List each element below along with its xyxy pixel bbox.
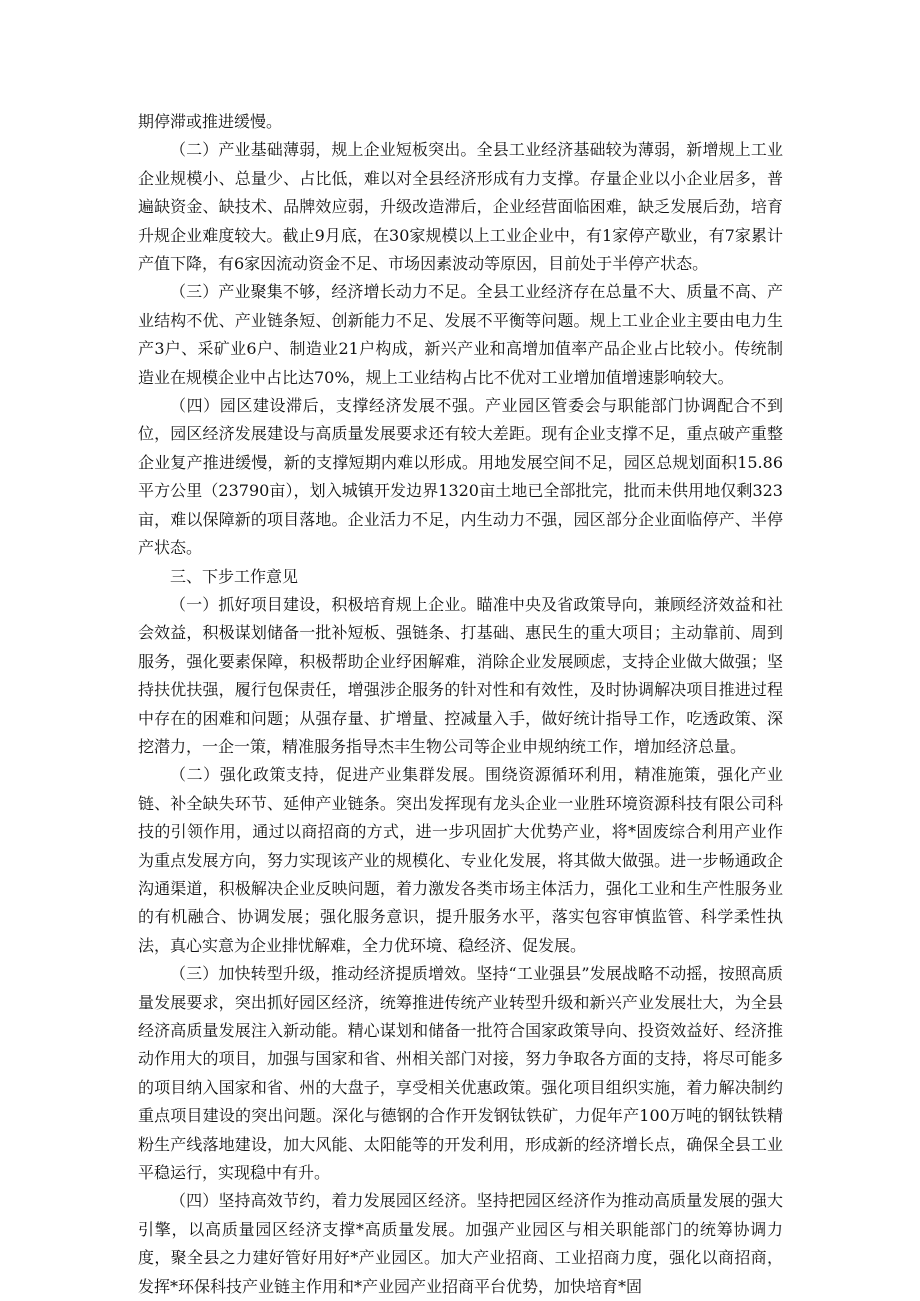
paragraph-park-economy: （四）坚持高效节约，着力发展园区经济。坚持把园区经济作为推动高质量发展的强大引擎，以高质量园区经济支撑*高质量发展。加强产业园区与相关职能部门的统筹协调力度，聚全县之力建好管好用好*产业园区。加大产业招商、工业招商力度，强化以商招商，发挥*环保科技产业链主作用和*产业园产业招商平台优势，加快培育*固 [138,1191,783,1296]
paragraph-transformation-upgrade: （三）加快转型升级，推动经济提质增效。坚持“工业强县”发展战略不动摇，按照高质量发展要求，突出抓好园区经济，统筹推进传统产业转型升级和新兴产业发展壮大，为全县经济高质量发展注入新动能。精心谋划和储备一批符合国家政策导向、投资效益好、经济推动作用大的项目，加强与国家和省、州相关部门对接，努力争取各方面的支持，将尽可能多的项目纳入国家和省、州的大盘子，享受相关优惠政策。强化项目组织实施，着力解决制约重点项目建设的突出问题。深化与德钢的合作开发钢钛铁矿，力促年产100万吨的钢钛铁精粉生产线落地建设，加大风能、太阳能等的开发利用，形成新的经济增长点，确保全县工业平稳运行，实现稳中有升。 [138,964,783,1183]
paragraph-policy-support: （二）强化政策支持，促进产业集群发展。围绕资源循环利用，精准施策，强化产业链、补全缺失环节、延伸产业链条。突出发挥现有龙头企业一业胜环境资源科技有限公司科技的引领作用，通过以商招商的方式，进一步巩固扩大优势产业，将*固废综合利用产业作为重点发展方向，努力实现该产业的规模化、专业化发展，将其做大做强。进一步畅通政企沟通渠道，积极解决企业反映问题，着力激发各类市场主体活力，强化工业和生产性服务业的有机融合、协调发展；强化服务意识，提升服务水平，落实包容审慎监管、科学柔性执法，真心实意为企业排忧解难，全力优环境、稳经济、促发展。 [138,765,783,955]
paragraph-insufficient-clustering: （三）产业聚集不够，经济增长动力不足。全县工业经济存在总量不大、质量不高、产业结构不优、产业链条短、创新能力不足、发展不平衡等问题。规上工业企业主要由电力生产3户、采矿业6户、制造业21户构成，新兴产业和高增加值率产品企业占比较小。传统制造业在规模企业中占比达70%，规上工业结构占比不优对工业增加值增速影响较大。 [138,282,783,387]
section-heading-next-steps: 三、下步工作意见 [170,566,299,586]
document-page [138,108,783,1301]
paragraph-continuation: 期停滞或推进缓慢。 [138,112,283,131]
paragraph-weak-foundation: （二）产业基础薄弱，规上企业短板突出。全县工业经济基础较为薄弱，新增规上工业企业规模小、总量少、占比低，难以对全县经济形成有力支撑。存量企业以小企业居多，普遍缺资金、缺技术、品牌效应弱，升级改造滞后，企业经营面临困难，缺乏发展后劲，培育升规企业难度较大。截止9月底，在30家规模以上工业企业中，有1家停产歇业，有7家累计产值下降，有6家因流动资金不足、市场因素波动等原因，目前处于半停产状态。 [138,140,783,274]
paragraph-park-construction: （四）园区建设滞后，支撑经济发展不强。产业园区管委会与职能部门协调配合不到位，园区经济发展建设与高质量发展要求还有较大差距。现有企业支撑不足，重点破产重整企业复产推进缓慢，新的支撑短期内难以形成。用地发展空间不足，园区总规划面积15.86平方公里（23790亩），划入城镇开发边界1320亩土地已全部批完，批而未供用地仅剩323亩，难以保障新的项目落地。企业活力不足，内生动力不强，园区部分企业面临停产、半停产状态。 [138,396,783,558]
paragraph-project-construction: （一）抓好项目建设，积极培育规上企业。瞄准中央及省政策导向，兼顾经济效益和社会效益，积极谋划储备一批补短板、强链条、打基础、惠民生的重大项目；主动靠前、周到服务，强化要素保障，积极帮助企业纾困解难，消除企业发展顾虑，支持企业做大做强；坚持扶优扶强，履行包保责任，增强涉企服务的针对性和有效性，及时协调解决项目推进过程中存在的困难和问题；从强存量、扩增量、控减量入手，做好统计指导工作，吃透政策、深挖潜力，一企一策，精准服务指导杰丰生物公司等企业申规纳统工作，增加经济总量。 [138,594,783,756]
